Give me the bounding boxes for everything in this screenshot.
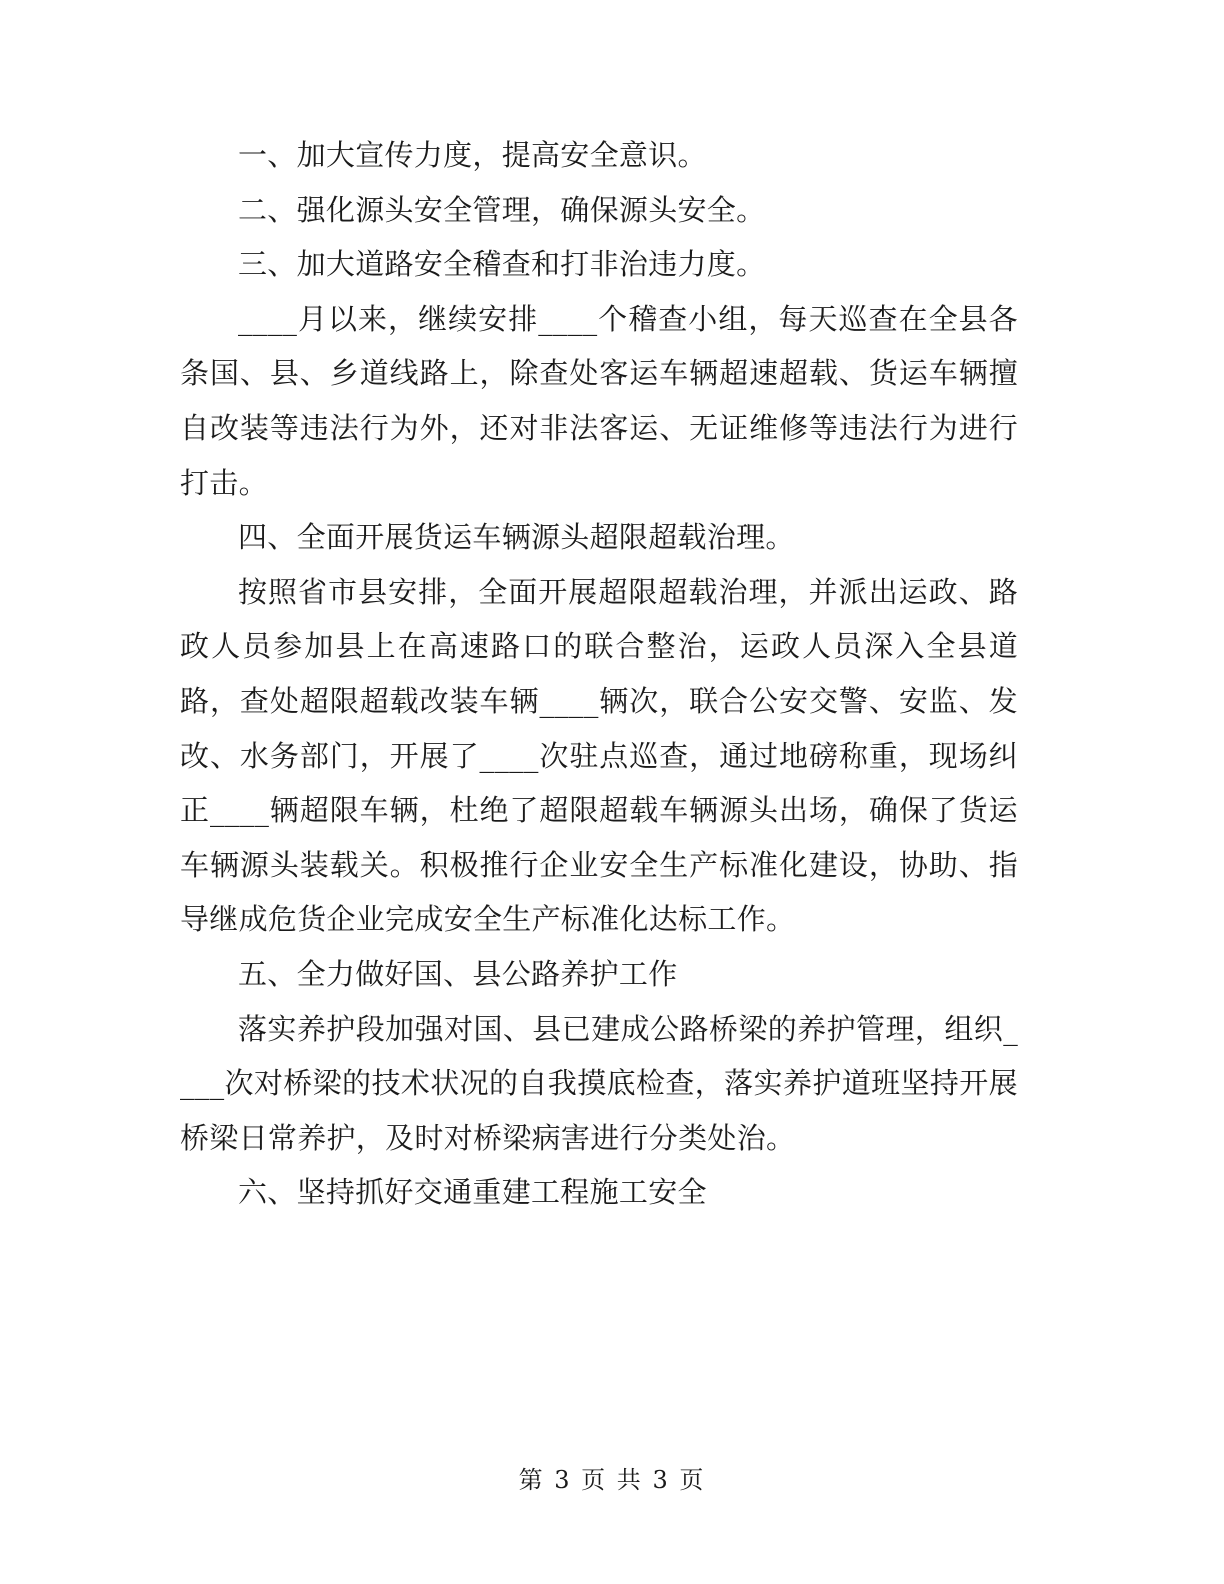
heading-publicity: 一、加大宣传力度，提高安全意识。 — [238, 138, 707, 172]
heading-construction-safety: 六、坚持抓好交通重建工程施工安全 — [238, 1175, 707, 1210]
paragraph-inspection-details: ____月以来，继续安排____个稽查小组，每天巡查在全县各条国、县、乡道线路上，除查处客运车辆超速超载、货运车辆擅自改装等违法行为外，还对非法客运、无证维修等违法行为进行打击。 — [180, 301, 1018, 500]
paragraph-maintenance-details: 落实养护段加强对国、县已建成公路桥梁的养护管理，组织____次对桥梁的技术状况的自我摸底检查，落实养护道班坚持开展桥梁日常养护，及时对桥梁病害进行分类处治。 — [180, 1011, 1018, 1155]
heading-road-inspection: 三、加大道路安全稽查和打非治违力度。 — [238, 247, 766, 282]
document-body — [180, 128, 1018, 1220]
page-number-footer: 第 3 页 共 3 页 — [518, 1466, 706, 1494]
paragraph-overload-details: 按照省市县安排，全面开展超限超载治理，并派出运政、路政人员参加县上在高速路口的联合整治，运政人员深入全县道路，查处超限超载改装车辆____辆次，联合公安交警、安监、发改、水务部门，开展了____次驻点巡查，通过地磅称重，现场纠正____辆超限车辆，杜绝了超限超载车辆源头出场，确保了货运车辆源头装载关。积极推行企业安全生产标准化建设，协助、指导继成危货企业完成安全生产标准化达标工作。 — [180, 574, 1018, 937]
heading-road-maintenance: 五、全力做好国、县公路养护工作 — [238, 956, 678, 991]
heading-overload-control: 四、全面开展货运车辆源头超限超载治理。 — [238, 520, 795, 555]
heading-source-management: 二、强化源头安全管理，确保源头安全。 — [238, 192, 766, 227]
